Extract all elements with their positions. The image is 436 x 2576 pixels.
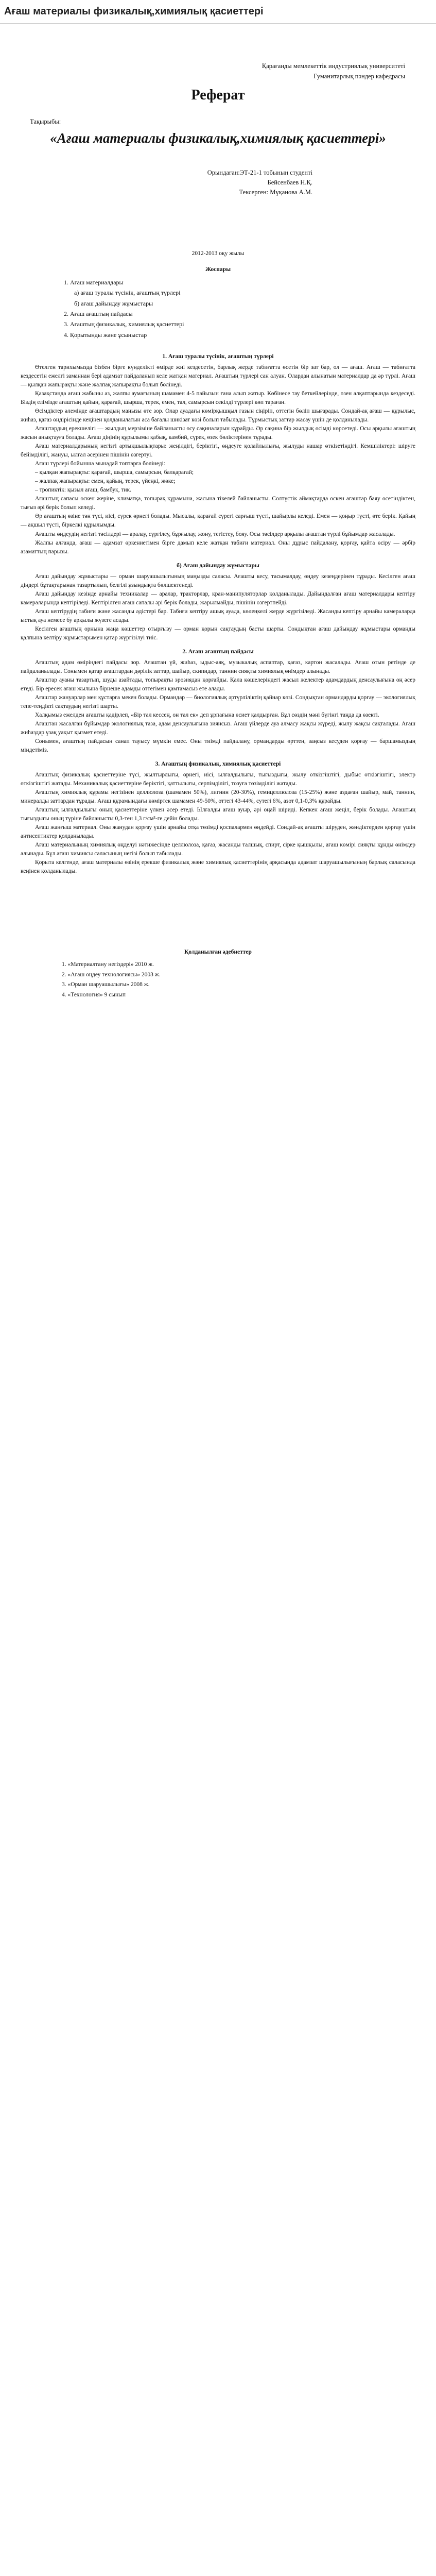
- list-item: – қылқан жапырақты: қарағай, шырша, самырсын, балқарағай;: [35, 469, 194, 476]
- references-title: Қолданылған әдебиеттер: [184, 949, 252, 956]
- section-heading: 3. Ағаштың физикалық, химиялық қасиеттері: [155, 760, 281, 767]
- document-title: Ағаш материалы физикалық,химиялық қасиеттері: [4, 6, 264, 17]
- theme-label: Тақырыбы:: [30, 118, 61, 126]
- reference-item: 2. «Ағаш өңдеу технологиясы» 2003 ж.: [62, 971, 161, 978]
- section-heading: 2. Ағаш ағаштың пайдасы: [182, 648, 254, 655]
- paragraph: Ағаш жанғыш материал. Оны жанудан қорғау үшін арнайы отқа төзімді қоспалармен өңдейді. Сондай-ақ ағашты шіруден, жәндіктерден қорғау үшін антисептиктер қолданылады.: [21, 824, 415, 839]
- plan-list: [21, 277, 415, 340]
- paragraph: Ағаш кептірудің табиғи және жасанды әдістері бар. Табиғи кептіру ашық ауада, көлеңкелі жерде жүргізіледі. Жасанды кептіру арнайы камераларда ыстық ауа немесе бу арқылы жүзеге асады.: [21, 608, 415, 623]
- paragraph: Ағаштың ылғалдылығы оның қасиеттеріне үлкен әсер етеді. Ылғалды ағаш ауыр, әрі оңай шіриді. Кепкен ағаш жеңіл, берік болады. Ағаштың тығыздығы оның түріне байланысты 0,3-тен 1,3 г/см³-ге дейін болады.: [21, 806, 415, 822]
- paragraph: Қорыта келгенде, ағаш материалы өзінің ерекше физикалық және химиялық қасиеттерінің арқасында адамзат шаруашылығының барлық саласында кеңінен қолданылады.: [21, 859, 415, 875]
- document-content: [0, 61, 436, 1000]
- section-heading: б) Ағаш дайындау жұмыстары: [177, 562, 259, 569]
- paragraph: Ағаш дайындау жұмыстары — орман шаруашылығының маңызды саласы. Ағашты кесу, тасымалдау, өңдеу кезеңдерінен тұрады. Кесілген ағаш діңдері бұтақтарынан тазартылып, белгілі ұзындықта бөлшектенеді.: [21, 573, 415, 588]
- paragraph: Ағаштан жасалған бұйымдар экологиялық таза, адам денсаулығына зиянсыз. Ағаш үйлерде ауа алмасу жақсы жүреді, жылу жақсы сақталады. Ағаш жиһаздар ұзақ уақыт қызмет етеді.: [21, 720, 415, 736]
- list-item: – жалпақ жапырақты: емен, қайың, терек, үйеңкі, жөке;: [35, 478, 176, 485]
- paragraph: Ағаштардың ерекшелігі — жылдың мерзіміне байланысты өсу сақиналарын құрайды. Әр сақина бір жылдық өсімді көрсетеді. Осы арқылы ағаштың жасын анықтауға болады. Ағаш діңінің құрылымы қабық, камбий, сүрек, өзек бөліктерінен тұрады.: [21, 426, 415, 441]
- paragraph: Ағаш дайындау кезінде арнайы техникалар — аралар, тракторлар, кран-манипуляторлар қолданылады. Дайындалған ағаш материалдары кептіру камераларында кептіріледі. Кептірілген ағаш сапалы әрі берік болады, жарылмайды, пішінін өзгертпейді.: [21, 590, 415, 606]
- paragraph: Қазақстанда ағаш жабыны аз, жалпы аумағының шамамен 4-5 пайызын ғана алып жатыр. Көбінесе тау беткейлерінде, өзен алқаптарында кездеседі. Біздің елімізде ағаштың қайың, қарағай, шырша, терек, емен, тал, самырсын секілді түрлері көп тараған.: [21, 391, 415, 406]
- cover-university: [21, 61, 415, 81]
- paragraph: Сонымен, ағаштың пайдасын санап тауысу мүмкін емес. Оны тиімді пайдалану, ормандарды өрттен, заңсыз кесуден қорғау — баршамыздың міндетіміз.: [21, 738, 415, 753]
- paragraph: Ағаш материалдарының негізгі артықшылықтары: жеңілдігі, беріктігі, өңдеуге қолайлылығы, жылуды нашар өткізетіндігі. Кемшіліктері: шіруге бейімділігі, жануы, ылғал әсерінен пішінін өзгертуі.: [21, 443, 415, 459]
- plan-item: 2. Ағаш ағаштың пайдасы: [64, 310, 133, 318]
- paragraph: Ағаштың адам өміріндегі пайдасы зор. Ағаштан үй, жиһаз, ыдыс-аяқ, музыкалық аспаптар, қағаз, картон жасалады. Ағаш отын ретінде де пайдаланылады. Сонымен қатар ағаштардан дәрілік заттар, шайыр, скипидар, таннин сияқты химиялық өнімдер алынады.: [21, 659, 415, 674]
- paragraph: Ағаш материалының химиялық өңделуі нәтижесінде целлюлоза, қағаз, жасанды талшық, спирт, сірке қышқылы, ағаш көмірі сияқты құнды өнімдер алынады. Бұл ағаш химиясы саласының негізі болып табылады.: [21, 842, 415, 857]
- paragraph: Жалпы алғанда, ағаш — адамзат өркениетімен бірге дамып келе жатқан табиғи материал. Оны дұрыс пайдалану, қорғау, қайта өсіру — әрбір азаматтың парызы.: [21, 539, 415, 555]
- paragraph: Ағашты өңдеудің негізгі тәсілдері — аралау, сүргілеу, бұрғылау, жону, тегістеу, бояу. Осы тәсілдер арқылы ағаштан түрлі бұйымдар жасалады.: [35, 531, 395, 537]
- department-line: Гуманитарлық пәндер кафедрасы: [313, 73, 405, 80]
- paragraph: Өтелген тарихымызда бізбен бірге күнделікті өмірде жиі кездесетін, барлық жерде табиғатта өсетін бір зат бар, ол — ағаш. Ағаш — табиғатта кездесетін ежелгі заманнан бері адамзат пайдаланып келе жатқан материал. Ағаштың түрлері сан алуан. Олардан алынатын материалдар да әр түрлі. Ағаш — қылқан жапырақты және жалпақ жапырақты болып бөлінеді.: [21, 364, 415, 388]
- references-list: [21, 960, 415, 1000]
- plan-title: Жоспары: [205, 266, 231, 273]
- report-word: Реферат: [191, 87, 245, 103]
- plan-item: 3. Ағаштың физикалық, химиялық қасиеттері: [64, 320, 184, 328]
- reference-item: 1. «Материалтану негіздері» 2010 ж.: [62, 961, 154, 968]
- paragraph: Өсімдіктер әлемінде ағаштардың маңызы өте зор. Олар ауадағы көмірқышқыл газын сіңіріп, оттегін бөліп шығарады. Сондай-ақ ағаш — құрылыс, жиһаз, қағаз өндірісінде кеңінен қолданылатын аса бағалы шикізат көзі болып табылады. Тұрмыстық заттар жасау үшін де қолданылады.: [21, 408, 415, 423]
- paragraph: Халқымыз ежелден ағашты қадірлеп, «Бір тал кессең, он тал ек» деп ұрпағына өсиет қалдырған. Бұл сөздің мәні бүгінгі таңда да өзекті.: [35, 711, 379, 718]
- theme-title: «Ағаш материалы физикалық,химиялық қасиеттері»: [50, 130, 386, 146]
- paragraph: Ағаштар ауаны тазартып, шуды азайтады, топырақты эрозиядан қорғайды. Қала көшелеріндегі жасыл желектер адамдардың денсаулығына оң әсер етеді. Бір ересек ағаш жылына бірнеше адамды оттегімен қамтамасыз ете алады.: [21, 676, 415, 692]
- student-name: Бейсенбаев Н.Қ.: [267, 179, 312, 187]
- cover-meta: [21, 168, 415, 198]
- paragraph: Әр ағаштың өзіне тән түсі, иісі, сүрек өрнегі болады. Мысалы, қарағай сүрегі сарғыш түсті, шайырлы келеді. Емен — қоңыр түсті, өте берік. Қайың — ақшыл түсті, біркелкі құрылымды.: [21, 513, 415, 529]
- paragraph: Ағаштың физикалық қасиеттеріне түсі, жылтырлығы, өрнегі, иісі, ылғалдылығы, тығыздығы, жылу өткізгіштігі, дыбыс өткізгіштігі, электр өткізгіштігі жатады. Механикалық қасиеттеріне беріктігі, қаттылығы, серпімділігі, тозуға төзімділігі жатады.: [21, 771, 415, 787]
- student-line: Орындаған:ЭТ-21-1 тобының студенті: [207, 168, 312, 176]
- paragraph: Ағаштың сапасы өскен жеріне, климатқа, топырақ құрамына, жасына тікелей байланысты. Солтүстік аймақтарда өскен ағаштар баяу өсетіндіктен, тығыз әрі берік болып келеді.: [21, 496, 415, 511]
- section-heading: 1. Ағаш туралы түсінік, ағаштың түрлері: [162, 353, 274, 360]
- teacher-line: Тексерген: Мұқанова А.М.: [239, 189, 312, 196]
- reference-item: 3. «Орман шаруашылығы» 2008 ж.: [62, 981, 150, 988]
- list-item: – тропиктік: қызыл ағаш, бамбук, тик.: [35, 487, 132, 494]
- academic-year: 2012-2013 оқу жылы: [191, 250, 245, 257]
- plan-item: а) ағаш туралы түсінік, ағаштың түрлері: [74, 289, 181, 297]
- paragraph: Ағаш түрлері бойынша мынадай топтарға бөлінеді:: [35, 461, 165, 467]
- paragraph: Ағаштың химиялық құрамы негізінен целлюлоза (шамамен 50%), лигнин (20-30%), гемицеллюлоза (15-25%) және аздаған шайыр, май, таннин, минералды заттардан тұрады. Ағаш құрамындағы көміртек шамамен 49-50%, оттегі 43-44%, сутегі 6%, азот 0,1-0,3% құрайды.: [21, 789, 415, 804]
- plan-item: 4. Қорытынды және ұсыныстар: [64, 331, 147, 338]
- paragraph: Ағаштар жануарлар мен құстарға мекен болады. Ормандар — биологиялық әртүрліліктің қайнар көзі. Сондықтан ормандарды қорғау — экологиялық тепе-теңдікті сақтаудың негізгі шарты.: [21, 694, 415, 709]
- plan-item: 1. Ағаш материалдары: [64, 278, 124, 286]
- reference-item: 4. «Технология» 9 сынып: [62, 991, 126, 998]
- plan-item: б) ағаш дайындау жұмыстары: [74, 299, 153, 307]
- paragraph: Кесілген ағаштың орнына жаңа көшеттер отырғызу — орман қорын сақтаудың басты шарты. Сондықтан ағаш дайындау жұмыстары орманды қалпына келтіру жұмыстарымен қатар жүргізілуі тиіс.: [21, 625, 415, 641]
- document-header: [0, 0, 436, 24]
- university-line: Қарағанды мемлекеттік индустриялық университеті: [261, 62, 405, 70]
